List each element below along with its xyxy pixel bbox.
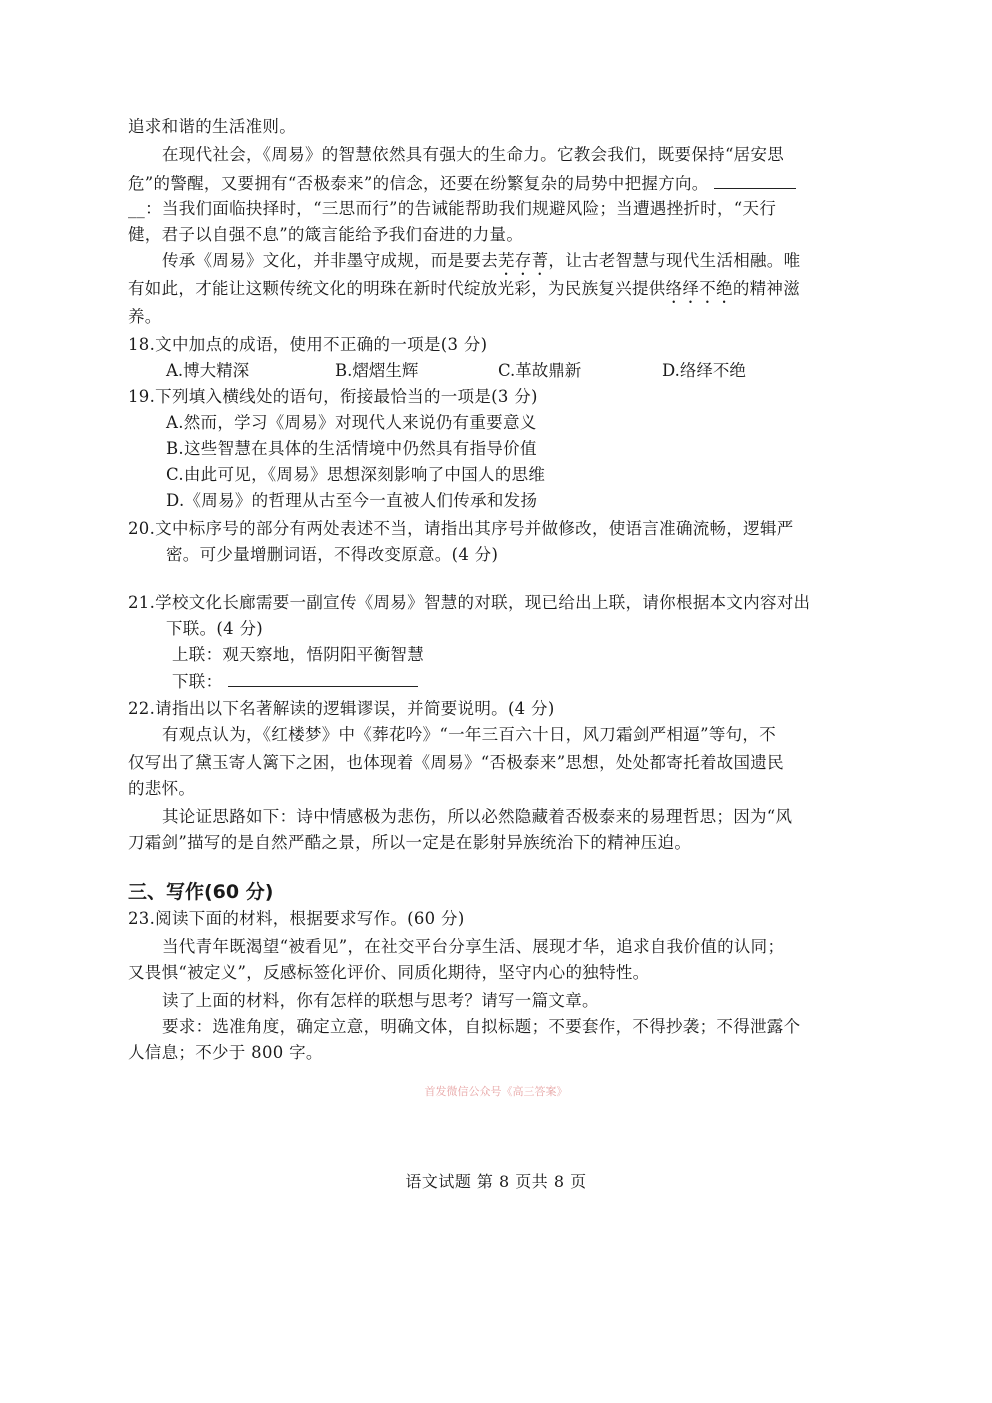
- dotted-idiom-1: 芜存菁: [498, 251, 549, 270]
- q18-option-c: C.革故鼎新: [498, 361, 582, 380]
- passage-line-1: 追求和谐的生活准则。: [128, 117, 296, 136]
- q22-para-line-1: 有观点认为，《红楼梦》中《葬花吟》“一年三百六十日，风刀霜剑严相逼”等句，不: [162, 725, 777, 744]
- q21-lower-couplet: [172, 668, 868, 695]
- passage-line-4: [128, 196, 868, 222]
- dotted-idiom-2: 络绎不绝: [665, 279, 733, 298]
- q19-option-a: A.然而，学习《周易》对现代人来说仍有重要意义: [166, 413, 537, 432]
- q23-requirements-line-2: 人信息；不少于 800 字。: [128, 1043, 323, 1062]
- q22-para-line-4: 其论证思路如下：诗中情感极为悲伤，所以必然隐藏着否极泰来的易理哲思；因为“风: [162, 807, 793, 826]
- q20-line-2: 密。可少量增删词语，不得改变原意。(4 分): [166, 545, 499, 564]
- passage-line-2: 在现代社会，《周易》的智慧依然具有强大的生命力。它教会我们，既要保持“居安思: [162, 145, 785, 164]
- q21-lower-label: 下联：: [172, 672, 223, 691]
- fill-blank-line: [714, 170, 796, 189]
- page-footer: 语文试题 第 8 页共 8 页: [405, 1172, 587, 1191]
- q22-para-line-3: 的悲怀。: [128, 779, 196, 798]
- q18-option-b: B.熠熠生辉: [335, 361, 419, 380]
- passage-line-6: [162, 248, 868, 279]
- q19-option-d: D.《周易》的哲理从古至今一直被人们传承和发扬: [166, 491, 538, 510]
- q23-stem: 23.阅读下面的材料，根据要求写作。(60 分): [128, 909, 465, 928]
- watermark-text: 首发微信公众号《高三答案》: [424, 1085, 568, 1098]
- passage-line-7-a: 有如此，才能让这颗传统文化的明珠在新时代绽放光彩，为民族复兴提供: [128, 279, 666, 298]
- q18-option-a: A.博大精深: [166, 361, 250, 380]
- q22-para-line-2: 仅写出了黛玉寄人篱下之困，也体现着《周易》“否极泰来”思想，处处都寄托着故国遗民: [128, 753, 784, 772]
- q21-line-2: 下联。(4 分): [166, 619, 264, 638]
- fill-blank-tail: __: [128, 199, 146, 218]
- q21-upper-couplet: 上联：观天察地，悟阴阳平衡智慧: [172, 645, 424, 664]
- q21-line-1: 21.学校文化长廊需要一副宣传《周易》智慧的对联，现已给出上联，请你根据本文内容对出: [128, 593, 811, 612]
- passage-line-7: [128, 276, 868, 307]
- q23-prompt: 读了上面的材料，你有怎样的联想与思考？请写一篇文章。: [162, 991, 599, 1010]
- q19-option-c: C.由此可见，《周易》思想深刻影响了中国人的思维: [166, 465, 546, 484]
- q18-option-d: D.络绎不绝: [662, 361, 746, 380]
- q19-stem: 19.下列填入横线处的语句，衔接最恰当的一项是(3 分): [128, 387, 538, 406]
- q18-stem: 18.文中加点的成语，使用不正确的一项是(3 分): [128, 335, 488, 354]
- q22-stem: 22.请指出以下名著解读的逻辑谬误，并简要说明。(4 分): [128, 699, 555, 718]
- q19-option-b: B.这些智慧在具体的生活情境中仍然具有指导价值: [166, 439, 537, 458]
- passage-line-3: [128, 170, 868, 197]
- q23-material-line-2: 又畏惧“被定义”，反感标签化评价、同质化期待，坚守内心的独特性。: [128, 963, 650, 982]
- q23-material-line-1: 当代青年既渴望“被看见”，在社交平台分享生活、展现才华，追求自我价值的认同；: [162, 937, 785, 956]
- passage-line-6-a: 传承《周易》文化，并非墨守成规，而是要去: [162, 251, 498, 270]
- section-title-writing: 三、写作(60 分): [128, 881, 274, 903]
- q20-line-1: 20.文中标序号的部分有两处表述不当，请指出其序号并做修改，使语言准确流畅，逻辑严: [128, 519, 794, 538]
- passage-line-3-text: 危”的警醒，又要拥有“否极泰来”的信念，还要在纷繁复杂的局势中把握方向。: [128, 174, 709, 193]
- passage-line-7-b: 的精神滋: [732, 279, 801, 298]
- lower-couplet-answer-line[interactable]: [228, 668, 418, 687]
- q23-requirements-line-1: 要求：选准角度，确定立意，明确文体，自拟标题；不要套作，不得抄袭；不得泄露个: [162, 1017, 801, 1036]
- passage-line-8: 养。: [128, 307, 162, 326]
- passage-line-6-b: ，让古老智慧与现代生活相融。唯: [548, 251, 801, 270]
- q22-para-line-5: 刀霜剑”描写的是自然严酷之景，所以一定是在影射异族统治下的精神压迫。: [128, 833, 692, 852]
- passage-line-5: 健，君子以自强不息”的箴言能给予我们奋进的力量。: [128, 225, 524, 244]
- passage-line-4-text: ：当我们面临抉择时，“三思而行”的告诫能帮助我们规避风险；当遭遇挫折时，“天行: [145, 199, 777, 218]
